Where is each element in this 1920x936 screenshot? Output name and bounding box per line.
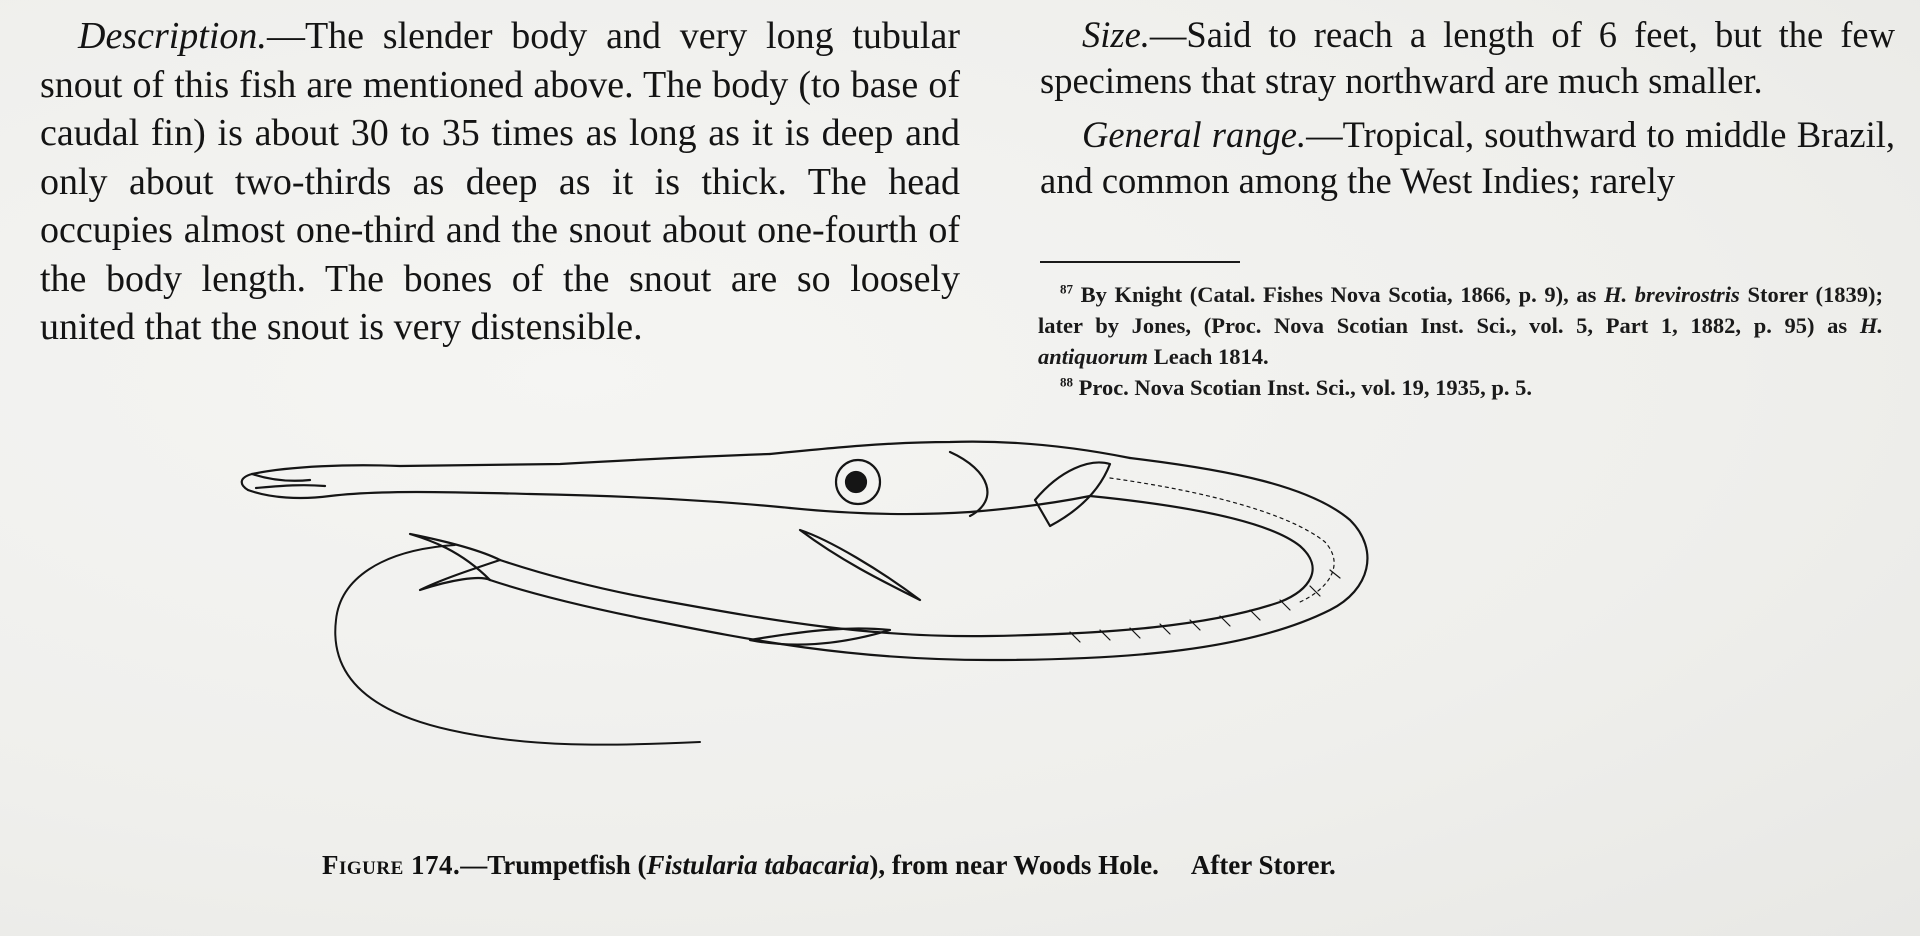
size-paragraph xyxy=(1040,12,1895,104)
fish-head-top xyxy=(770,442,1130,458)
footnote-text: Storer (1839); later by Jones, (Proc. Nova Scotian Inst. Sci., vol. 5, Part 1, 1882, p. 95) as xyxy=(1038,282,1883,338)
fish-mouth xyxy=(252,474,325,488)
footnote-88 xyxy=(1038,372,1883,403)
fish-caudal-fin-lower xyxy=(420,560,500,590)
fish-pectoral-fin xyxy=(1035,463,1110,527)
species-name: Fistularia tabacaria xyxy=(646,850,870,880)
size-body: —Said to reach a length of 6 feet, but the few specimens that stray northward are much smaller. xyxy=(1040,14,1895,101)
footnote-87 xyxy=(1038,279,1883,372)
footnote-number: 88 xyxy=(1060,374,1073,390)
description-heading: Description. xyxy=(78,15,267,57)
range-body: —Tropical, southward to middle Brazil, and common among the West Indies; rarely xyxy=(1040,114,1895,201)
fish-snout-underside xyxy=(248,490,790,508)
footnote-text: By Knight (Catal. Fishes Nova Scotia, 1866, p. 9), as xyxy=(1080,282,1605,307)
fish-head-bottom xyxy=(790,496,1090,514)
footnote-rule xyxy=(1040,261,1240,263)
species-name: H. brevirostris xyxy=(1604,282,1740,307)
right-column xyxy=(1040,12,1895,204)
footnotes xyxy=(1038,279,1883,403)
fish-gill xyxy=(950,452,987,516)
caption-text: —Trumpetfish ( xyxy=(460,850,647,880)
fish-tail-filament xyxy=(335,545,700,745)
fish-lateral-line xyxy=(1110,478,1334,602)
fish-dorsal-fin xyxy=(800,530,920,600)
caption-text: ), from near Woods Hole. xyxy=(869,850,1159,880)
size-heading: Size. xyxy=(1082,14,1150,55)
fish-body-top xyxy=(490,458,1367,660)
trumpetfish-illustration xyxy=(230,430,1730,850)
caption-credit: After Storer. xyxy=(1190,850,1336,880)
description-paragraph xyxy=(40,12,960,352)
fish-caudal-fin xyxy=(410,534,500,580)
range-heading: General range. xyxy=(1082,114,1307,155)
figure-label: Figure 174. xyxy=(322,850,461,880)
footnote-text: Leach 1814. xyxy=(1148,344,1269,369)
species-name: H. antiquorum xyxy=(1038,313,1883,369)
description-body: —The slender body and very long tubular snout of this fish are mentioned above. The body (to base of caudal fin) is about 30 to 35 times as long as it is deep and only about two-thirds as deep as it is thick. The head occupies almost one-third and the snout about one-fourth of the body length. The bones of the snout are so loosely united that the snout is very distensible. xyxy=(40,15,960,348)
footnote-number: 87 xyxy=(1060,281,1073,297)
fish-snout xyxy=(242,454,770,490)
footnote-text: Proc. Nova Scotian Inst. Sci., vol. 19, 1935, p. 5. xyxy=(1078,375,1532,400)
figure-caption xyxy=(322,850,1722,881)
fish-eye-pupil xyxy=(846,472,866,492)
range-paragraph xyxy=(1040,112,1895,204)
